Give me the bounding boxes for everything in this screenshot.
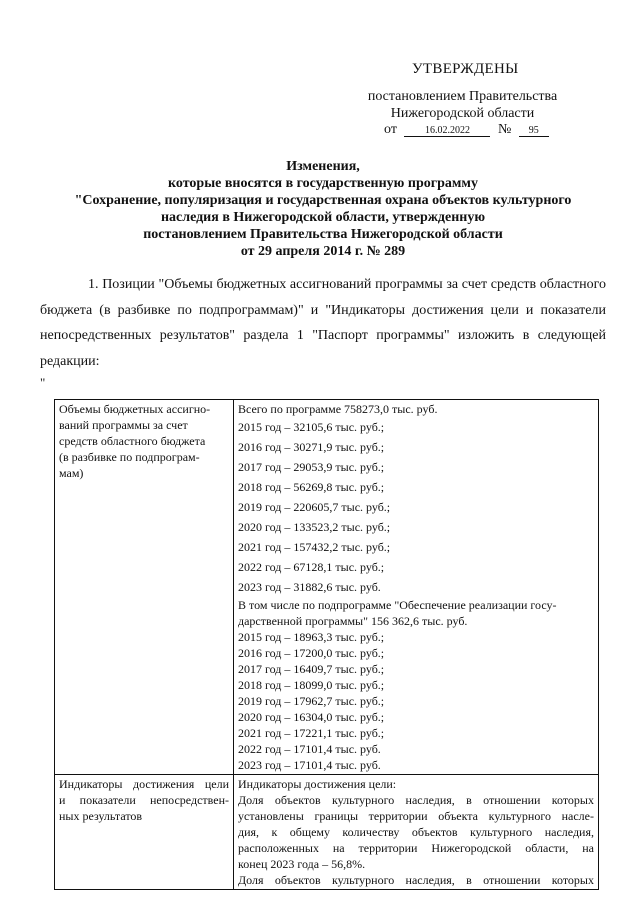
opening-quote: " [40, 375, 46, 390]
document-title [40, 158, 606, 260]
title-line: Изменения, [286, 159, 360, 174]
indicator-line: установлены границы территории объекта культурного насле- [238, 809, 594, 823]
year-line: 2020 год – 133523,2 тыс. руб.; [238, 520, 391, 534]
paragraph-text: 1. Позиции "Объемы бюджетных ассигнований программы за счет средств областного бюджета (в разбивке по подпрограммам)" и "Индикаторы достижения цели и показатели непосредственных результатов" раздела 1 "Паспорт программы" изложить в следующей редакции: [40, 277, 606, 369]
resolution-reference [330, 88, 595, 122]
table-cell-value [234, 400, 599, 775]
total-line: Всего по программе 758273,0 тыс. руб. [238, 402, 438, 416]
table-cell-label [55, 400, 234, 775]
label-line: средств областного бюджета [59, 434, 206, 448]
resolution-line: Нижегородской области [390, 106, 535, 121]
label-line: Индикаторы достижения цели [59, 777, 229, 791]
table-cell-label [55, 775, 234, 890]
program-passport-table [54, 399, 599, 890]
year-line: 2018 год – 56269,8 тыс. руб.; [238, 480, 385, 494]
label-line: ваний программы за счет [59, 418, 188, 432]
approved-stamp: УТВЕРЖДЕНЫ [412, 61, 519, 77]
label-line: мам) [59, 466, 84, 480]
body-paragraph [40, 272, 606, 374]
title-line: которые вносятся в государственную программу [168, 176, 478, 191]
resolution-line: постановлением Правительства [367, 89, 558, 104]
sub-year-line: 2018 год – 18099,0 тыс. руб.; [238, 678, 385, 692]
title-line: "Сохранение, популяризация и государственная охрана объектов культурного [74, 193, 572, 208]
table-row [55, 400, 599, 775]
label-line: (в разбивке по подпрограм- [59, 450, 200, 464]
subprogram-line: В том числе по подпрограмме "Обеспечение реализации госу- [238, 598, 557, 612]
sub-year-line: 2020 год – 16304,0 тыс. руб.; [238, 710, 385, 724]
year-line: 2019 год – 220605,7 тыс. руб.; [238, 500, 391, 514]
resolution-number: 95 [519, 125, 549, 137]
from-label: от [384, 122, 397, 137]
sub-year-line: 2015 год – 18963,3 тыс. руб.; [238, 630, 385, 644]
title-line: от 29 апреля 2014 г. № 289 [240, 244, 406, 259]
indicator-line: дия, к общему количеству объектов культурного наследия, [238, 825, 594, 839]
sub-year-line: 2017 год – 16409,7 тыс. руб.; [238, 662, 385, 676]
indicator-line: Доля объектов культурного наследия, в отношении которых [238, 873, 594, 887]
label-line: и показатели непосредствен- [59, 793, 229, 807]
year-line: 2015 год – 32105,6 тыс. руб.; [238, 420, 385, 434]
title-line: постановлением Правительства Нижегородской области [143, 227, 503, 242]
sub-year-line: 2023 год – 17101,4 тыс. руб. [238, 758, 381, 772]
indicator-line: Доля объектов культурного наследия, в отношении которых [238, 793, 594, 807]
table-row [55, 775, 599, 890]
year-line: 2021 год – 157432,2 тыс. руб.; [238, 540, 391, 554]
label-line: Объемы бюджетных ассигно- [59, 402, 211, 416]
subprogram-line: дарственной программы" 156 362,6 тыс. руб. [238, 614, 468, 628]
sub-year-line: 2021 год – 17221,1 тыс. руб.; [238, 726, 385, 740]
title-line: наследия в Нижегородской области, утвержденную [160, 210, 486, 225]
year-line: 2023 год – 31882,6 тыс. руб. [238, 580, 381, 594]
indicator-line: расположенных на территории Нижегородской области, на [238, 841, 594, 855]
table-cell-value [234, 775, 599, 890]
indicator-header: Индикаторы достижения цели: [238, 777, 397, 791]
number-label: № [497, 122, 512, 137]
year-line: 2022 год – 67128,1 тыс. руб.; [238, 560, 385, 574]
label-line: ных результатов [59, 809, 143, 823]
year-line: 2016 год – 30271,9 тыс. руб.; [238, 440, 385, 454]
date-number-line [384, 122, 549, 138]
sub-year-line: 2019 год – 17962,7 тыс. руб.; [238, 694, 385, 708]
resolution-date: 16.02.2022 [404, 125, 490, 137]
year-line: 2017 год – 29053,9 тыс. руб.; [238, 460, 385, 474]
sub-year-line: 2022 год – 17101,4 тыс. руб. [238, 742, 381, 756]
sub-year-line: 2016 год – 17200,0 тыс. руб.; [238, 646, 385, 660]
indicator-line: конец 2023 года – 56,8%. [238, 857, 366, 871]
